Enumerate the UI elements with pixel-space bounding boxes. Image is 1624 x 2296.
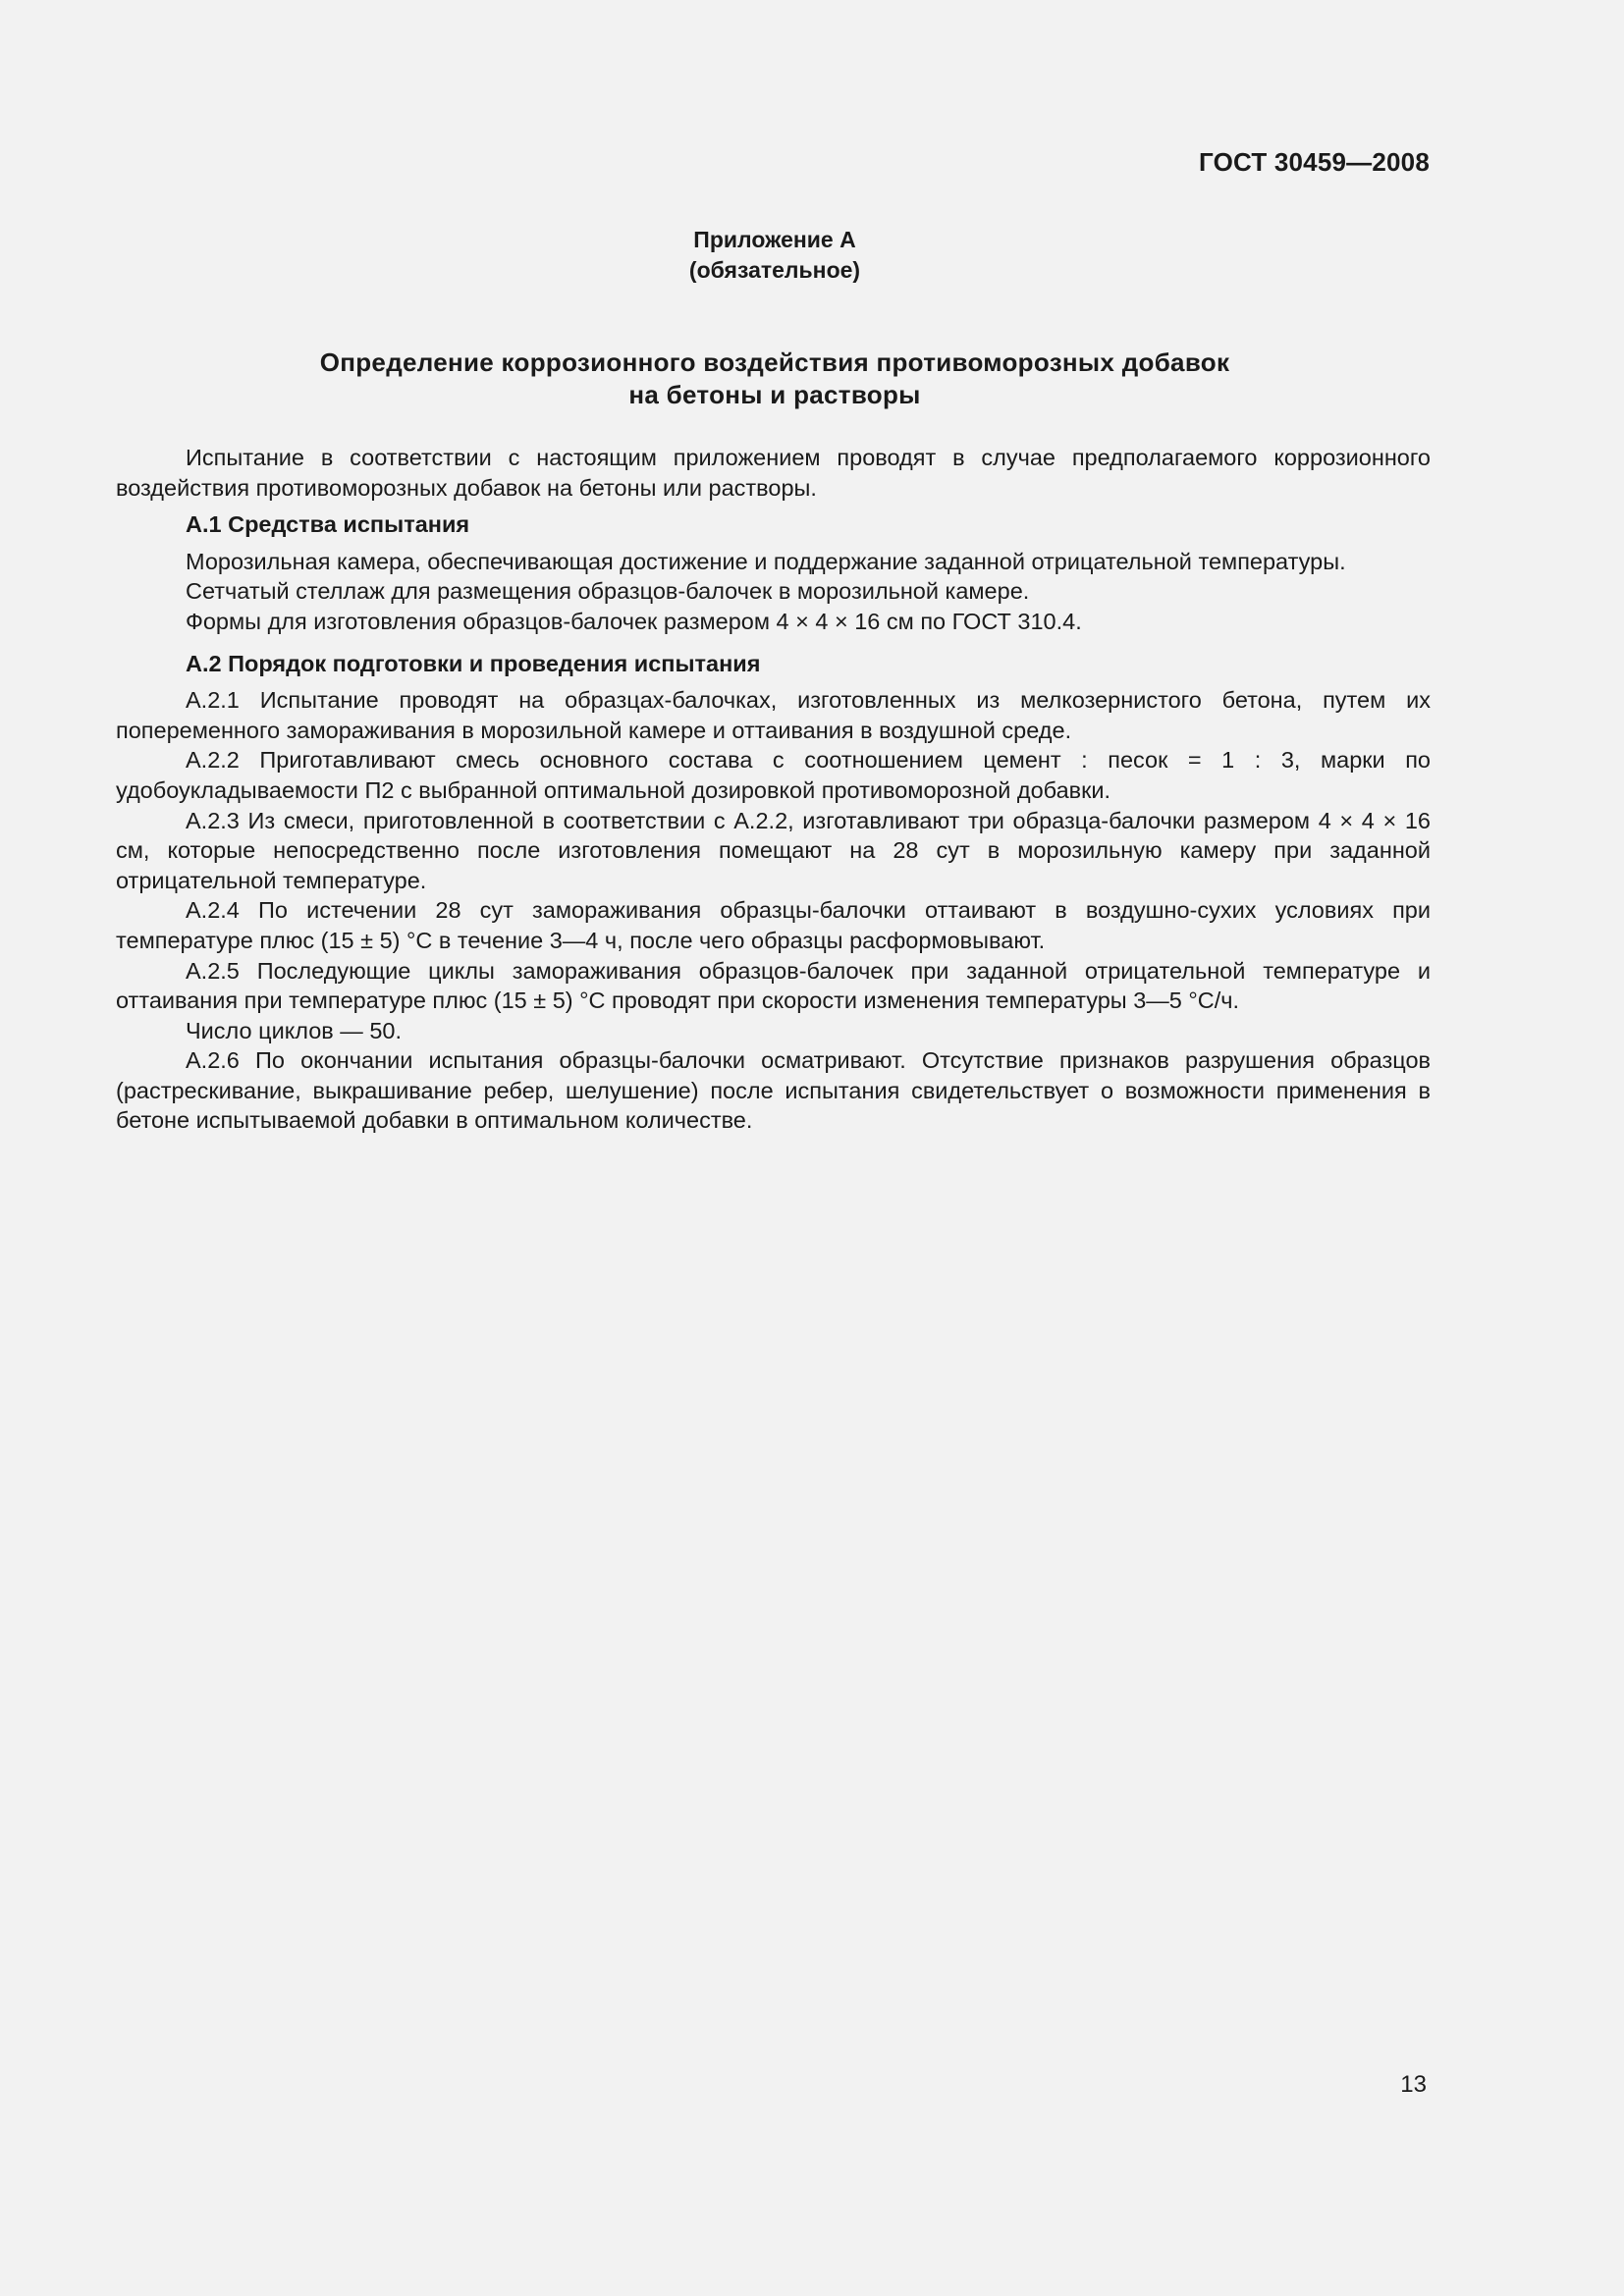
appendix-title: Приложение А <box>693 227 856 252</box>
title-line-1: Определение коррозионного воздействия противоморозных добавок <box>319 347 1230 377</box>
procedure-paragraph: А.2.1 Испытание проводят на образцах-балочках, изготовленных из мелкозернистого бетона, путем их попеременного замораживания в морозильной камере и оттаивания в воздушной среде. <box>116 687 1431 743</box>
appendix-status: (обязательное) <box>688 257 861 283</box>
procedure-paragraph: А.2.6 По окончании испытания образцы-балочки осматривают. Отсутствие признаков разрушения образцов (растрескивание, выкрашивание ребер, шелушение) после испытания свидетельствует о возможности применения в бетоне испытываемой добавки в оптимальном количестве. <box>116 1047 1431 1134</box>
equipment-item: Формы для изготовления образцов-балочек размером 4 × 4 × 16 см по ГОСТ 310.4. <box>186 608 1082 634</box>
procedure-paragraph: А.2.4 По истечении 28 сут замораживания образцы-балочки оттаивают в воздушно-сухих условиях при температуре плюс (15 ± 5) °С в течение 3—4 ч, после чего образцы расформовывают. <box>116 897 1431 953</box>
procedure-paragraph: А.2.5 Последующие циклы замораживания образцов-балочек при заданной отрицательной температуре и оттаивания при температуре плюс (15 ± 5) °С проводят при скорости изменения температуры 3—5 °С/ч. <box>116 957 1431 1014</box>
document-title <box>0 347 1549 411</box>
procedure-paragraph: А.2.3 Из смеси, приготовленной в соответствии с А.2.2, изготавливают три образца-балочки размером 4 × 4 × 16 см, которые непосредственно после изготовления помещают на 28 сут в морозильную камеру при заданной отрицательной температуре. <box>116 807 1431 893</box>
equipment-item: Сетчатый стеллаж для размещения образцов-балочек в морозильной камере. <box>186 578 1030 605</box>
document-body <box>116 443 1431 1136</box>
appendix-heading <box>0 225 1549 286</box>
page-number: 13 <box>1400 2071 1427 2098</box>
procedure-paragraph: Число циклов — 50. <box>186 1017 403 1043</box>
title-line-2: на бетоны и растворы <box>628 380 921 409</box>
section-a2-heading: А.2 Порядок подготовки и проведения испытания <box>186 650 761 676</box>
procedure-paragraph: А.2.2 Приготавливают смесь основного состава с соотношением цемент : песок = 1 : 3, марки по удобоукладываемости П2 с выбранной оптимальной дозировкой противоморозной добавки. <box>116 747 1431 803</box>
intro-paragraph: Испытание в соответствии с настоящим приложением проводят в случае предполагаемого коррозионного воздействия противоморозных добавок на бетоны или растворы. <box>116 445 1431 501</box>
document-code: ГОСТ 30459—2008 <box>1199 147 1430 177</box>
section-a1-heading: А.1 Средства испытания <box>186 511 470 538</box>
equipment-item: Морозильная камера, обеспечивающая достижение и поддержание заданной отрицательной температуры. <box>186 548 1346 574</box>
